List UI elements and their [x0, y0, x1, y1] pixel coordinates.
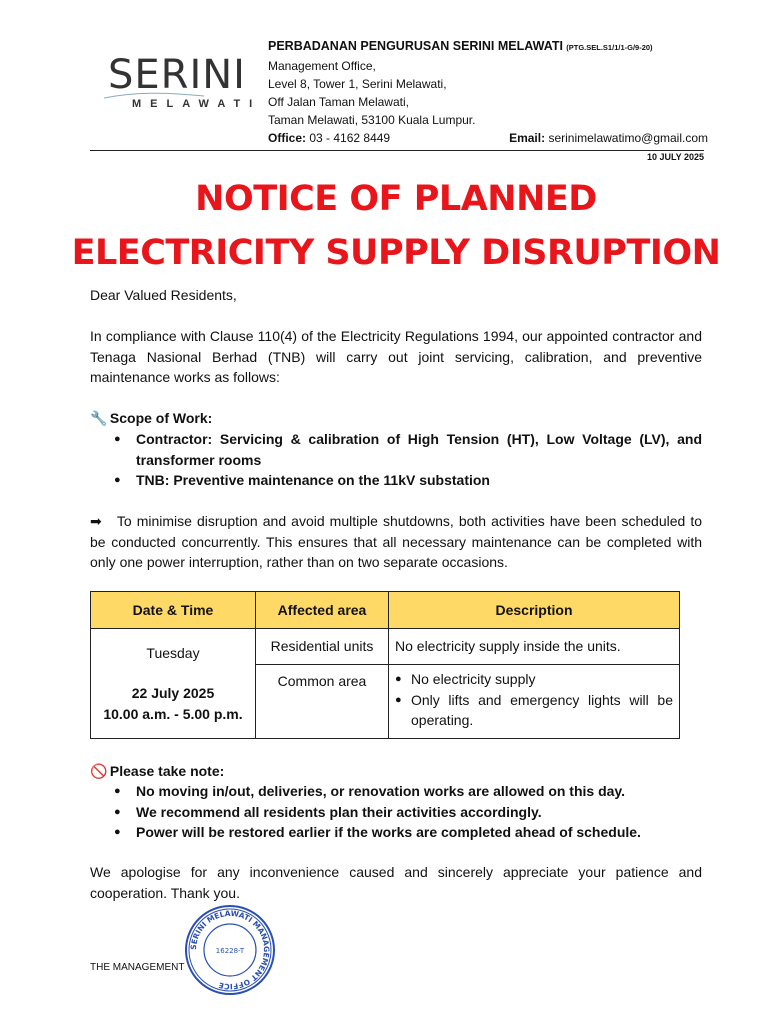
- office-contact: Office: 03 - 4162 8449: [268, 131, 391, 145]
- wrench-icon: 🔧: [90, 410, 108, 426]
- schedule-table: [90, 591, 680, 739]
- note-item: ● Power will be restored earlier if the works are completed ahead of schedule.: [90, 822, 702, 843]
- greeting: Dear Valued Residents,: [90, 287, 237, 303]
- serini-logo: [104, 52, 262, 118]
- registration-number: (PTG.SEL.S1/1/1-G/9-20): [566, 43, 653, 52]
- prohibited-icon: 🚫: [90, 763, 108, 779]
- logo-wordmark: SERINI: [108, 52, 246, 98]
- intro-paragraph: In compliance with Clause 110(4) of the Electricity Regulations 1994, our appointed contractor and Tenaga Nasional Berhad (TNB) will carry out joint servicing, calibration, and preventive maintenance works as follows:: [90, 328, 702, 385]
- area-cell: Common area: [256, 665, 389, 739]
- letterhead: [268, 37, 708, 147]
- time-label: 10.00 a.m. - 5.00 p.m.: [103, 705, 243, 722]
- area-cell: Residential units: [256, 629, 389, 665]
- scope-heading: 🔧 Scope of Work:: [90, 408, 702, 429]
- address-line: Management Office,: [268, 59, 376, 73]
- address-line: Level 8, Tower 1, Serini Melawati,: [268, 77, 447, 91]
- column-header: Description: [389, 592, 680, 629]
- description-cell: [389, 665, 680, 739]
- column-header: Affected area: [256, 592, 389, 629]
- scope-list: [90, 429, 702, 491]
- title-line-2: ELECTRICITY SUPPLY DISRUPTION: [71, 233, 721, 273]
- signature: THE MANAGEMENT: [90, 962, 185, 973]
- note-item: ● No moving in/out, deliveries, or renovation works are allowed on this day.: [90, 781, 702, 802]
- address-line: Off Jalan Taman Melawati,: [268, 95, 409, 109]
- scope-item: ● TNB: Preventive maintenance on the 11kV substation: [90, 470, 702, 491]
- title-line-1: NOTICE OF PLANNED: [195, 179, 597, 219]
- date-time-cell: [91, 629, 256, 739]
- stamp-number: 16228-T: [215, 947, 245, 955]
- notice-title: [0, 172, 768, 280]
- note-item: ● We recommend all residents plan their activities accordingly.: [90, 802, 702, 823]
- description-item: ● Only lifts and emergency lights will be operating.: [389, 690, 673, 731]
- email-contact: Email: serinimelawatimo@gmail.com: [509, 131, 708, 145]
- email-link[interactable]: serinimelawatimo@gmail.com: [548, 131, 708, 145]
- closing-paragraph: We apologise for any inconvenience caused and sincerely appreciate your patience and cooperation. Thank you.: [90, 864, 702, 901]
- concurrent-paragraph: ➡ To minimise disruption and avoid multiple shutdowns, both activities have been scheduled to be conducted concurrently. This ensures that all necessary maintenance can be completed with only one power interruption, rather than on two separate occasions.: [90, 513, 703, 570]
- description-item: ● No electricity supply: [389, 669, 673, 690]
- logo-subtitle: MELAWATI: [132, 98, 262, 110]
- address-line: Taman Melawati, 53100 Kuala Lumpur.: [268, 113, 476, 127]
- notice-date: 10 JULY 2025: [646, 152, 704, 162]
- org-name: PERBADANAN PENGURUSAN SERINI MELAWATI: [268, 39, 563, 53]
- header-divider: [90, 150, 704, 151]
- note-list: [90, 781, 702, 843]
- column-header: Date & Time: [91, 592, 256, 629]
- note-heading: 🚫 Please take note:: [90, 761, 702, 782]
- stamp-ring-text: SERINI MELAWATI MANAGEMENT OFFICE: [188, 908, 272, 992]
- company-stamp: [184, 904, 276, 996]
- arrow-icon: ➡: [90, 513, 102, 529]
- day-label: Tuesday: [146, 644, 200, 661]
- date-label: 22 July 2025: [131, 685, 215, 702]
- scope-item: ● Contractor: Servicing & calibration of High Tension (HT), Low Voltage (LV), and transformer rooms: [90, 429, 702, 470]
- description-cell: No electricity supply inside the units.: [389, 629, 680, 665]
